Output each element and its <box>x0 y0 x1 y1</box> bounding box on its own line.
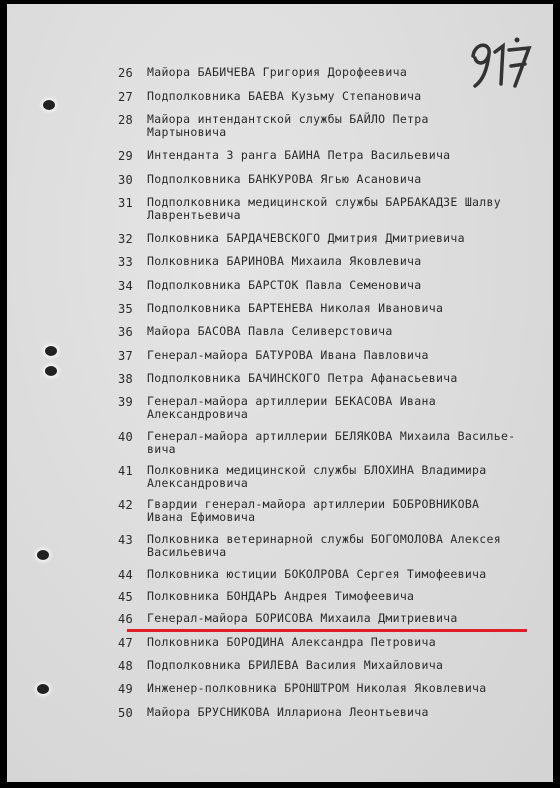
entry-number: 40 <box>118 430 134 444</box>
entry-number: 44 <box>118 568 134 582</box>
entry-number: 49 <box>118 682 134 696</box>
document-page <box>7 4 553 782</box>
entry-line: Майора БРУСНИКОВА Иллариона Леонтьевича <box>147 705 429 719</box>
entry-line: Полковника ветеринарной службы БОГОМОЛОВА Алексея <box>147 532 501 546</box>
entry-text <box>147 590 414 603</box>
entry-line: Полковника юстиции БОКОЛРОВА Сергея Тимофеевича <box>147 567 487 581</box>
entry-line: Ивана Ефимовича <box>147 510 256 524</box>
entry-line: Генерал-майора артиллерии БЕКАСОВА Ивана <box>147 394 436 408</box>
entry-number: 42 <box>118 498 134 512</box>
entry-line: Генерал-майора БОРИСОВА Михаила Дмитриевича <box>147 611 458 625</box>
entry-text <box>147 498 479 524</box>
entry-number: 29 <box>118 149 134 163</box>
entry-line: Майора интендантской службы БАЙЛО Петра <box>147 112 429 126</box>
entry-text <box>147 430 515 456</box>
entry-text <box>147 90 422 103</box>
entry-line: Полковника медицинской службы БЛОХИНА Владимира <box>147 463 487 477</box>
entry-number: 41 <box>118 464 134 478</box>
red-underline <box>127 629 527 632</box>
entry-number: 37 <box>118 349 134 363</box>
entry-line: Александровича <box>147 476 249 490</box>
entry-line: Майора БАСОВА Павла Селиверстовича <box>147 324 393 338</box>
entry-line: вича <box>147 442 176 456</box>
entry-text <box>147 232 465 245</box>
entry-number: 36 <box>118 325 134 339</box>
entry-number: 35 <box>118 302 134 316</box>
entry-number: 32 <box>118 232 134 246</box>
punch-hole <box>45 346 57 356</box>
entry-line: Генерал-майора артиллерии БЕЛЯКОВА Михаила Василье- <box>147 429 516 443</box>
entry-text <box>147 196 501 222</box>
entry-line: Подполковника БРИЛЕВА Василия Михайловича <box>147 658 444 672</box>
entry-line: Инженер-полковника БРОНШТРОМ Николая Яковлевича <box>147 681 487 695</box>
entry-text <box>147 349 429 362</box>
entry-text <box>147 659 443 672</box>
entry-line: Подполковника БАЧИНСКОГО Петра Афанасьевича <box>147 371 458 385</box>
entry-number: 28 <box>118 113 134 127</box>
entry-line: Подполковника БАНКУРОВА Ягью Асановича <box>147 172 422 186</box>
entry-line: Александровича <box>147 407 249 421</box>
entry-line: Генерал-майора БАТУРОВА Ивана Павловича <box>147 348 429 362</box>
entry-number: 45 <box>118 590 134 604</box>
entry-number: 46 <box>118 612 134 626</box>
entry-text <box>147 568 487 581</box>
entry-number: 48 <box>118 659 134 673</box>
entry-text <box>147 464 487 490</box>
entry-number: 33 <box>118 255 134 269</box>
entry-line: Полковника БАРДАЧЕВСКОГО Дмитрия Дмитриевича <box>147 231 465 245</box>
entry-text <box>147 533 501 559</box>
entry-number: 34 <box>118 279 134 293</box>
entry-line: Полковника БОРОДИНА Александра Петровича <box>147 635 436 649</box>
entry-line: Васильевича <box>147 545 227 559</box>
entry-number: 50 <box>118 706 134 720</box>
entry-number: 30 <box>118 173 134 187</box>
entry-line: Полковника БОНДАРЬ Андрея Тимофеевича <box>147 589 415 603</box>
entry-number: 47 <box>118 636 134 650</box>
entry-line: Майора БАБИЧЕВА Григория Дорофеевича <box>147 65 408 79</box>
entry-text <box>147 149 450 162</box>
entry-number: 38 <box>118 372 134 386</box>
entry-text <box>147 255 422 268</box>
entry-number: 43 <box>118 533 134 547</box>
entry-line: Полковника БАРИНОВА Михаила Яковлевича <box>147 254 422 268</box>
entry-text <box>147 279 422 292</box>
entry-line: Мартыновича <box>147 125 227 139</box>
entry-line: Лаврентьевича <box>147 208 241 222</box>
entry-line: Гвардии генерал-майора артиллерии БОБРОВНИКОВА <box>147 497 480 511</box>
entry-text <box>147 682 487 695</box>
entry-number: 27 <box>118 90 134 104</box>
entry-text <box>147 706 429 719</box>
entry-text <box>147 395 436 421</box>
entry-text <box>147 173 422 186</box>
entry-text <box>147 66 407 79</box>
entry-number: 39 <box>118 395 134 409</box>
entry-line: Подполковника БАРТЕНЕВА Николая Ивановича <box>147 301 444 315</box>
entry-line: Интенданта 3 ранга БАИНА Петра Васильевича <box>147 148 451 162</box>
punch-hole <box>37 684 49 694</box>
punch-hole <box>45 366 57 376</box>
punch-hole <box>43 100 55 110</box>
entry-line: Подполковника медицинской службы БАРБАКАДЗЕ Шалву <box>147 195 501 209</box>
entry-line: Подполковника БАЕВА Кузьму Степановича <box>147 89 422 103</box>
entry-line: Подполковника БАРСТОК Павла Семеновича <box>147 278 422 292</box>
handwritten-page-number <box>465 34 535 94</box>
entry-text <box>147 302 443 315</box>
entry-text <box>147 636 436 649</box>
entry-text <box>147 372 458 385</box>
entry-text <box>147 113 429 139</box>
punch-hole <box>37 550 49 560</box>
entry-text <box>147 325 393 338</box>
entry-number: 31 <box>118 196 134 210</box>
entry-number: 26 <box>118 66 134 80</box>
entry-text <box>147 612 458 625</box>
